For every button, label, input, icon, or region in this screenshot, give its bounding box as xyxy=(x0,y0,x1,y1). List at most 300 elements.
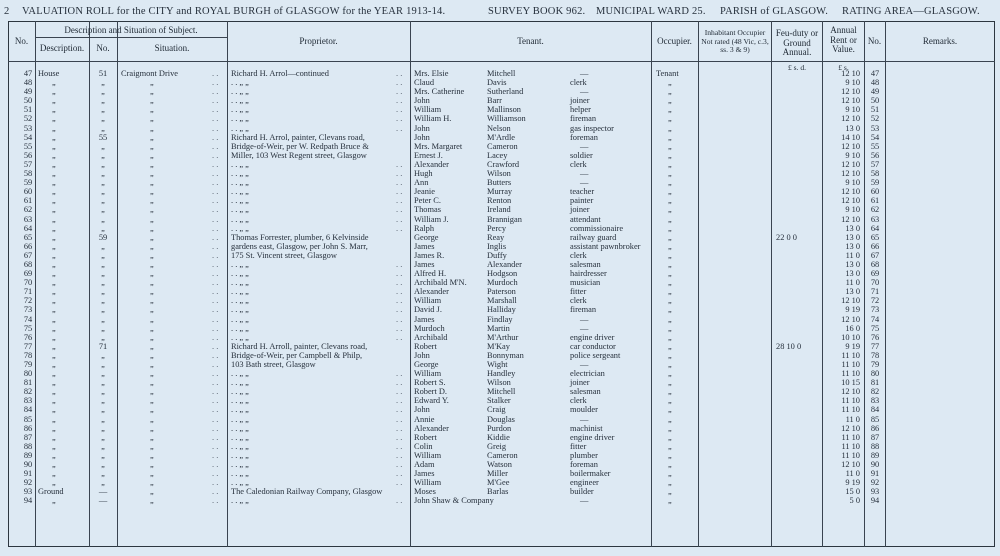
cell-row-number: 80 xyxy=(23,369,33,379)
cell-description: „ xyxy=(52,223,56,233)
cell-row-number: 68 xyxy=(23,259,33,269)
cell-tenant-surname: Percy xyxy=(487,223,507,233)
cell-row-number: 55 xyxy=(23,141,33,151)
cell-row-number-right: 55 xyxy=(870,141,880,151)
cell-row-number: 93 xyxy=(23,487,33,497)
cell-description: „ xyxy=(52,259,56,269)
table-row xyxy=(0,69,1000,78)
cell-proprietor: Miller, 103 West Regent street, Glasgow xyxy=(231,150,367,160)
cell-house-number: — xyxy=(98,487,108,497)
cell-situation: „ xyxy=(150,405,154,415)
cell-row-number: 51 xyxy=(23,105,33,115)
cell-tenant-forename: John xyxy=(414,96,430,106)
cell-occupier: „ xyxy=(668,187,672,197)
col-header-proprietor: Proprietor. xyxy=(299,36,338,46)
cell-proprietor: . . „ „ xyxy=(231,196,249,206)
cell-row-number-right: 77 xyxy=(870,341,880,351)
cell-occupation: police sergeant xyxy=(570,350,621,360)
cell-occupier: „ xyxy=(668,114,672,124)
cell-tenant-forename: James xyxy=(414,259,435,269)
cell-row-number: 70 xyxy=(23,278,33,288)
table-row xyxy=(0,242,1000,251)
cell-row-number-right: 79 xyxy=(870,360,880,369)
cell-house-number: „ xyxy=(101,150,105,160)
cell-proprietor: . . „ „ xyxy=(231,441,249,451)
cell-tenant-surname: Murdoch xyxy=(487,278,518,288)
cell-occupier: „ xyxy=(668,360,672,369)
cell-tenant-surname: Wight xyxy=(487,360,508,369)
cell-dots: . . xyxy=(212,305,219,315)
cell-house-number: „ xyxy=(101,96,105,106)
cell-row-number-right: 64 xyxy=(870,223,880,233)
cell-dots: . . xyxy=(396,496,403,506)
cell-dots: . . xyxy=(212,414,219,424)
cell-row-number-right: 63 xyxy=(870,214,880,224)
col-header-description: Description. xyxy=(39,43,85,53)
cell-tenant-surname: Cameron xyxy=(487,141,518,151)
cell-description: „ xyxy=(52,341,56,351)
cell-house-number: „ xyxy=(101,323,105,333)
col-header-number: No. xyxy=(96,43,110,53)
col-header-tenant: Tenant. xyxy=(517,36,544,46)
cell-row-number-right: 81 xyxy=(870,378,880,388)
cell-description: „ xyxy=(52,323,56,333)
cell-occupation: engine driver xyxy=(570,332,615,342)
table-row xyxy=(0,305,1000,314)
cell-occupier: „ xyxy=(668,341,672,351)
cell-occupier: „ xyxy=(668,396,672,406)
cell-house-number: „ xyxy=(101,387,105,397)
cell-dots: . . xyxy=(396,369,403,379)
cell-description: „ xyxy=(52,132,56,142)
cell-situation: „ xyxy=(150,241,154,251)
cell-annual-value: 11 10 xyxy=(841,396,860,406)
table-row xyxy=(0,187,1000,196)
table-row xyxy=(0,424,1000,433)
cell-dots: . . xyxy=(212,450,219,460)
cell-row-number: 53 xyxy=(23,123,33,133)
cell-occupation: fireman xyxy=(570,305,597,315)
cell-occupier: „ xyxy=(668,141,672,151)
cell-occupier: „ xyxy=(668,259,672,269)
cell-dots: . . xyxy=(396,178,403,188)
cell-row-number: 85 xyxy=(23,414,33,424)
cell-proprietor: . . „ „ xyxy=(231,278,249,288)
cell-tenant-forename: James xyxy=(414,241,435,251)
cell-occupier: „ xyxy=(668,178,672,188)
parish: PARISH of GLASGOW. xyxy=(720,6,829,17)
cell-row-number-right: 58 xyxy=(870,169,880,179)
cell-tenant-surname: Kiddie xyxy=(487,432,510,442)
cell-situation: „ xyxy=(150,205,154,215)
table-row xyxy=(0,169,1000,178)
cell-description: „ xyxy=(52,105,56,115)
cell-description: „ xyxy=(52,305,56,315)
cell-dots: . . xyxy=(212,323,219,333)
cell-tenant-forename: William J. xyxy=(414,214,449,224)
cell-situation: „ xyxy=(150,123,154,133)
cell-dots: . . xyxy=(212,296,219,306)
cell-row-number-right: 70 xyxy=(870,278,880,288)
cell-occupation: engineer xyxy=(570,478,599,488)
cell-description: „ xyxy=(52,332,56,342)
cell-occupier: „ xyxy=(668,414,672,424)
cell-annual-value: 12 10 xyxy=(841,169,860,179)
cell-dots: . . xyxy=(212,350,219,360)
municipal-ward: MUNICIPAL WARD 25. xyxy=(596,6,706,17)
cell-proprietor: . . „ „ xyxy=(231,396,249,406)
cell-description: „ xyxy=(52,432,56,442)
cell-situation: „ xyxy=(150,114,154,124)
cell-tenant-forename: Alexander xyxy=(414,159,449,169)
cell-dots: . . xyxy=(212,469,219,479)
cell-tenant-surname: Brannigan xyxy=(487,214,522,224)
cell-row-number-right: 83 xyxy=(870,396,880,406)
cell-dots: . . xyxy=(212,341,219,351)
cell-tenant-surname: Barr xyxy=(487,96,502,106)
cell-dots: . . xyxy=(212,405,219,415)
feu-units: £ s. d. xyxy=(788,63,806,72)
table-row xyxy=(0,378,1000,387)
page-header xyxy=(4,6,994,20)
cell-row-number-right: 76 xyxy=(870,332,880,342)
cell-dots: . . xyxy=(212,169,219,179)
cell-occupier: „ xyxy=(668,169,672,179)
cell-situation: „ xyxy=(150,141,154,151)
cell-row-number: 62 xyxy=(23,205,33,215)
cell-description: „ xyxy=(52,460,56,470)
cell-feu-duty: 22 0 0 xyxy=(776,232,797,242)
cell-row-number-right: 78 xyxy=(870,350,880,360)
cell-annual-value: 9 19 xyxy=(845,305,860,315)
cell-tenant-surname: M'Kay xyxy=(487,341,510,351)
cell-annual-value: 11 10 xyxy=(841,450,860,460)
cell-tenant-surname: Greig xyxy=(487,441,507,451)
cell-dots: . . xyxy=(396,78,403,88)
cell-dots: . . xyxy=(396,478,403,488)
cell-situation: „ xyxy=(150,432,154,442)
cell-dots: . . xyxy=(212,396,219,406)
cell-tenant-forename: Moses xyxy=(414,487,436,497)
cell-annual-value: 12 10 xyxy=(841,296,860,306)
cell-house-number: „ xyxy=(101,178,105,188)
cell-dots: . . xyxy=(396,196,403,206)
cell-proprietor: 103 Bath street, Glasgow xyxy=(231,360,316,369)
cell-situation: „ xyxy=(150,360,154,369)
cell-description: „ xyxy=(52,496,56,506)
cell-occupation: clerk xyxy=(570,296,587,306)
cell-occupation: — xyxy=(580,87,589,97)
cell-proprietor: . . „ „ xyxy=(231,214,249,224)
cell-row-number-right: 93 xyxy=(870,487,880,497)
cell-occupation: clerk xyxy=(570,78,587,88)
cell-dots: . . xyxy=(396,296,403,306)
cell-house-number: „ xyxy=(101,469,105,479)
cell-row-number-right: 75 xyxy=(870,323,880,333)
table-row xyxy=(0,160,1000,169)
cell-description: „ xyxy=(52,278,56,288)
cell-row-number: 78 xyxy=(23,350,33,360)
cell-situation: „ xyxy=(150,332,154,342)
cell-occupier: Tenant xyxy=(656,69,679,78)
cell-dots: . . xyxy=(212,369,219,379)
cell-row-number: 56 xyxy=(23,150,33,160)
cell-proprietor: . . „ „ xyxy=(231,432,249,442)
cell-dots: . . xyxy=(212,123,219,133)
cell-occupier: „ xyxy=(668,123,672,133)
cell-occupation: soldier xyxy=(570,150,593,160)
cell-occupation: assistant pawnbroker xyxy=(570,241,641,251)
cell-tenant-surname: Sutherland xyxy=(487,87,524,97)
cell-occupation: plumber xyxy=(570,450,598,460)
cell-tenant-surname: Renton xyxy=(487,196,512,206)
cell-occupation: joiner xyxy=(570,378,590,388)
col-header-feu-duty: Feu-duty or Ground Annual. xyxy=(775,28,819,57)
cell-tenant-forename: Alfred H. xyxy=(414,269,447,279)
cell-dots: . . xyxy=(212,187,219,197)
cell-description: „ xyxy=(52,414,56,424)
cell-tenant-forename: Annie xyxy=(414,414,435,424)
cell-occupier: „ xyxy=(668,159,672,169)
cell-occupation: — xyxy=(580,314,589,324)
cell-house-number: „ xyxy=(101,278,105,288)
cell-tenant-surname: Butters xyxy=(487,178,512,188)
cell-description: „ xyxy=(52,296,56,306)
table-row xyxy=(0,433,1000,442)
cell-occupier: „ xyxy=(668,132,672,142)
cell-house-number: „ xyxy=(101,223,105,233)
cell-occupier: „ xyxy=(668,214,672,224)
cell-dots: . . xyxy=(396,423,403,433)
table-row xyxy=(0,287,1000,296)
cell-tenant-surname: Halliday xyxy=(487,305,516,315)
table-row xyxy=(0,369,1000,378)
table-row xyxy=(0,342,1000,351)
table-row xyxy=(0,269,1000,278)
cell-occupation: clerk xyxy=(570,250,587,260)
cell-occupation: foreman xyxy=(570,132,598,142)
table-row xyxy=(0,324,1000,333)
cell-annual-value: 12 10 xyxy=(841,196,860,206)
cell-occupation: salesman xyxy=(570,259,601,269)
cell-annual-value: 12 10 xyxy=(841,87,860,97)
cell-annual-value: 9 10 xyxy=(845,178,860,188)
header-rule xyxy=(8,61,995,62)
cell-dots: . . xyxy=(396,378,403,388)
cell-dots: . . xyxy=(212,332,219,342)
cell-tenant-surname: Wilson xyxy=(487,378,511,388)
table-row xyxy=(0,151,1000,160)
cell-occupation: hairdresser xyxy=(570,269,607,279)
cell-row-number-right: 59 xyxy=(870,178,880,188)
cell-house-number: 71 xyxy=(98,341,108,351)
cell-tenant-surname: Martin xyxy=(487,323,510,333)
cell-row-number: 47 xyxy=(23,69,33,78)
cell-description: „ xyxy=(52,150,56,160)
cell-occupier: „ xyxy=(668,250,672,260)
cell-tenant-surname: Miller xyxy=(487,469,508,479)
cell-annual-value: 13 0 xyxy=(845,123,860,133)
cell-row-number-right: 71 xyxy=(870,287,880,297)
cell-dots: . . xyxy=(396,187,403,197)
table-row xyxy=(0,496,1000,505)
cell-occupier: „ xyxy=(668,87,672,97)
cell-dots: . . xyxy=(212,259,219,269)
cell-row-number-right: 86 xyxy=(870,423,880,433)
cell-situation: „ xyxy=(150,278,154,288)
cell-tenant-forename: James R. xyxy=(414,250,445,260)
cell-occupier: „ xyxy=(668,487,672,497)
cell-dots: . . xyxy=(396,114,403,124)
cell-annual-value: 11 10 xyxy=(841,432,860,442)
cell-house-number: „ xyxy=(101,241,105,251)
cell-occupier: „ xyxy=(668,296,672,306)
cell-occupation: commissionaire xyxy=(570,223,624,233)
cell-proprietor: . . „ „ xyxy=(231,96,249,106)
cell-occupation: machinist xyxy=(570,423,603,433)
cell-dots: . . xyxy=(212,387,219,397)
cell-annual-value: 13 0 xyxy=(845,241,860,251)
cell-dots: . . xyxy=(396,87,403,97)
cell-dots: . . xyxy=(396,159,403,169)
cell-proprietor: . . „ „ xyxy=(231,114,249,124)
cell-occupier: „ xyxy=(668,478,672,488)
cell-proprietor: . . „ „ xyxy=(231,469,249,479)
cell-tenant-surname: Paterson xyxy=(487,287,516,297)
cell-dots: . . xyxy=(212,150,219,160)
cell-description: „ xyxy=(52,423,56,433)
cell-row-number: 67 xyxy=(23,250,33,260)
cell-row-number-right: 91 xyxy=(870,469,880,479)
cell-row-number: 50 xyxy=(23,96,33,106)
cell-row-number: 79 xyxy=(23,360,33,369)
cell-annual-value: 16 0 xyxy=(845,323,860,333)
cell-dots: . . xyxy=(396,460,403,470)
cell-house-number: „ xyxy=(101,396,105,406)
cell-tenant-surname: Mitchell xyxy=(487,69,516,78)
cell-situation: „ xyxy=(150,259,154,269)
cell-tenant-forename: William xyxy=(414,478,442,488)
cell-house-number: „ xyxy=(101,196,105,206)
cell-situation: „ xyxy=(150,250,154,260)
cell-tenant-forename: William xyxy=(414,296,442,306)
cell-row-number-right: 67 xyxy=(870,250,880,260)
cell-tenant-forename: Colin xyxy=(414,441,433,451)
cell-tenant-surname: Crawford xyxy=(487,159,520,169)
cell-dots: . . xyxy=(212,487,219,497)
cell-proprietor: . . „ „ xyxy=(231,305,249,315)
cell-occupier: „ xyxy=(668,387,672,397)
cell-house-number: „ xyxy=(101,414,105,424)
cell-situation: Craigmont Drive xyxy=(121,69,178,78)
cell-dots: . . xyxy=(212,314,219,324)
cell-description: „ xyxy=(52,396,56,406)
cell-situation: „ xyxy=(150,423,154,433)
cell-occupation: builder xyxy=(570,487,594,497)
cell-row-number-right: 89 xyxy=(870,450,880,460)
table-row xyxy=(0,405,1000,414)
cell-situation: „ xyxy=(150,296,154,306)
cell-description: „ xyxy=(52,450,56,460)
col-header-desc-group: Description and Situation of Subject. xyxy=(64,25,198,35)
cell-annual-value: 11 10 xyxy=(841,441,860,451)
table-row xyxy=(0,351,1000,360)
table-row xyxy=(0,387,1000,396)
cell-occupier: „ xyxy=(668,323,672,333)
cell-dots: . . xyxy=(212,196,219,206)
cell-proprietor: . . „ „ xyxy=(231,496,249,506)
cell-dots: . . xyxy=(396,287,403,297)
cell-annual-value: 12 10 xyxy=(841,187,860,197)
cell-tenant-forename: Peter C. xyxy=(414,196,441,206)
cell-tenant-forename: John xyxy=(414,350,430,360)
cell-row-number-right: 80 xyxy=(870,369,880,379)
cell-house-number: „ xyxy=(101,441,105,451)
cell-occupier: „ xyxy=(668,423,672,433)
table-row xyxy=(0,260,1000,269)
cell-row-number-right: 74 xyxy=(870,314,880,324)
cell-row-number: 59 xyxy=(23,178,33,188)
cell-situation: „ xyxy=(150,341,154,351)
cell-tenant-surname: Alexander xyxy=(487,259,522,269)
cell-tenant-surname: Inglis xyxy=(487,241,507,251)
cell-row-number: 77 xyxy=(23,341,33,351)
cell-annual-value: 13 0 xyxy=(845,259,860,269)
cell-dots: . . xyxy=(396,69,403,78)
cell-dots: . . xyxy=(212,460,219,470)
cell-tenant-surname: Williamson xyxy=(487,114,526,124)
cell-dots: . . xyxy=(396,323,403,333)
cell-dots: . . xyxy=(212,96,219,106)
cell-dots: . . xyxy=(396,205,403,215)
table-row xyxy=(0,396,1000,405)
table-row xyxy=(0,415,1000,424)
cell-row-number-right: 48 xyxy=(870,78,880,88)
cell-dots: . . xyxy=(396,450,403,460)
cell-annual-value: 12 10 xyxy=(841,96,860,106)
cell-dots: . . xyxy=(212,423,219,433)
cell-dots: . . xyxy=(396,414,403,424)
cell-annual-value: 13 0 xyxy=(845,269,860,279)
table-row xyxy=(0,469,1000,478)
cell-occupation: — xyxy=(580,169,589,179)
table-row xyxy=(0,96,1000,105)
cell-row-number-right: 65 xyxy=(870,232,880,242)
cell-occupier: „ xyxy=(668,278,672,288)
cell-house-number: 51 xyxy=(98,69,108,78)
cell-occupier: „ xyxy=(668,496,672,506)
cell-occupation: engine driver xyxy=(570,432,615,442)
cell-tenant-forename: William xyxy=(414,450,442,460)
cell-occupation: musician xyxy=(570,278,601,288)
cell-occupation: railway guard xyxy=(570,232,617,242)
cell-tenant-forename: Mrs. Margaret xyxy=(414,141,463,151)
table-row xyxy=(0,78,1000,87)
cell-situation: „ xyxy=(150,314,154,324)
cell-proprietor: . . „ „ xyxy=(231,105,249,115)
cell-dots: . . xyxy=(396,223,403,233)
cell-situation: „ xyxy=(150,378,154,388)
cell-description: „ xyxy=(52,478,56,488)
table-row xyxy=(0,296,1000,305)
rating-area: RATING AREA—GLASGOW. xyxy=(842,6,980,17)
cell-annual-value: 10 10 xyxy=(841,332,860,342)
cell-tenant-surname: M'Arthur xyxy=(487,332,519,342)
cell-tenant-forename: Jeanie xyxy=(414,187,435,197)
cell-occupier: „ xyxy=(668,460,672,470)
cell-tenant-surname: Murray xyxy=(487,187,513,197)
cell-tenant-forename: Archibald M'N. xyxy=(414,278,467,288)
